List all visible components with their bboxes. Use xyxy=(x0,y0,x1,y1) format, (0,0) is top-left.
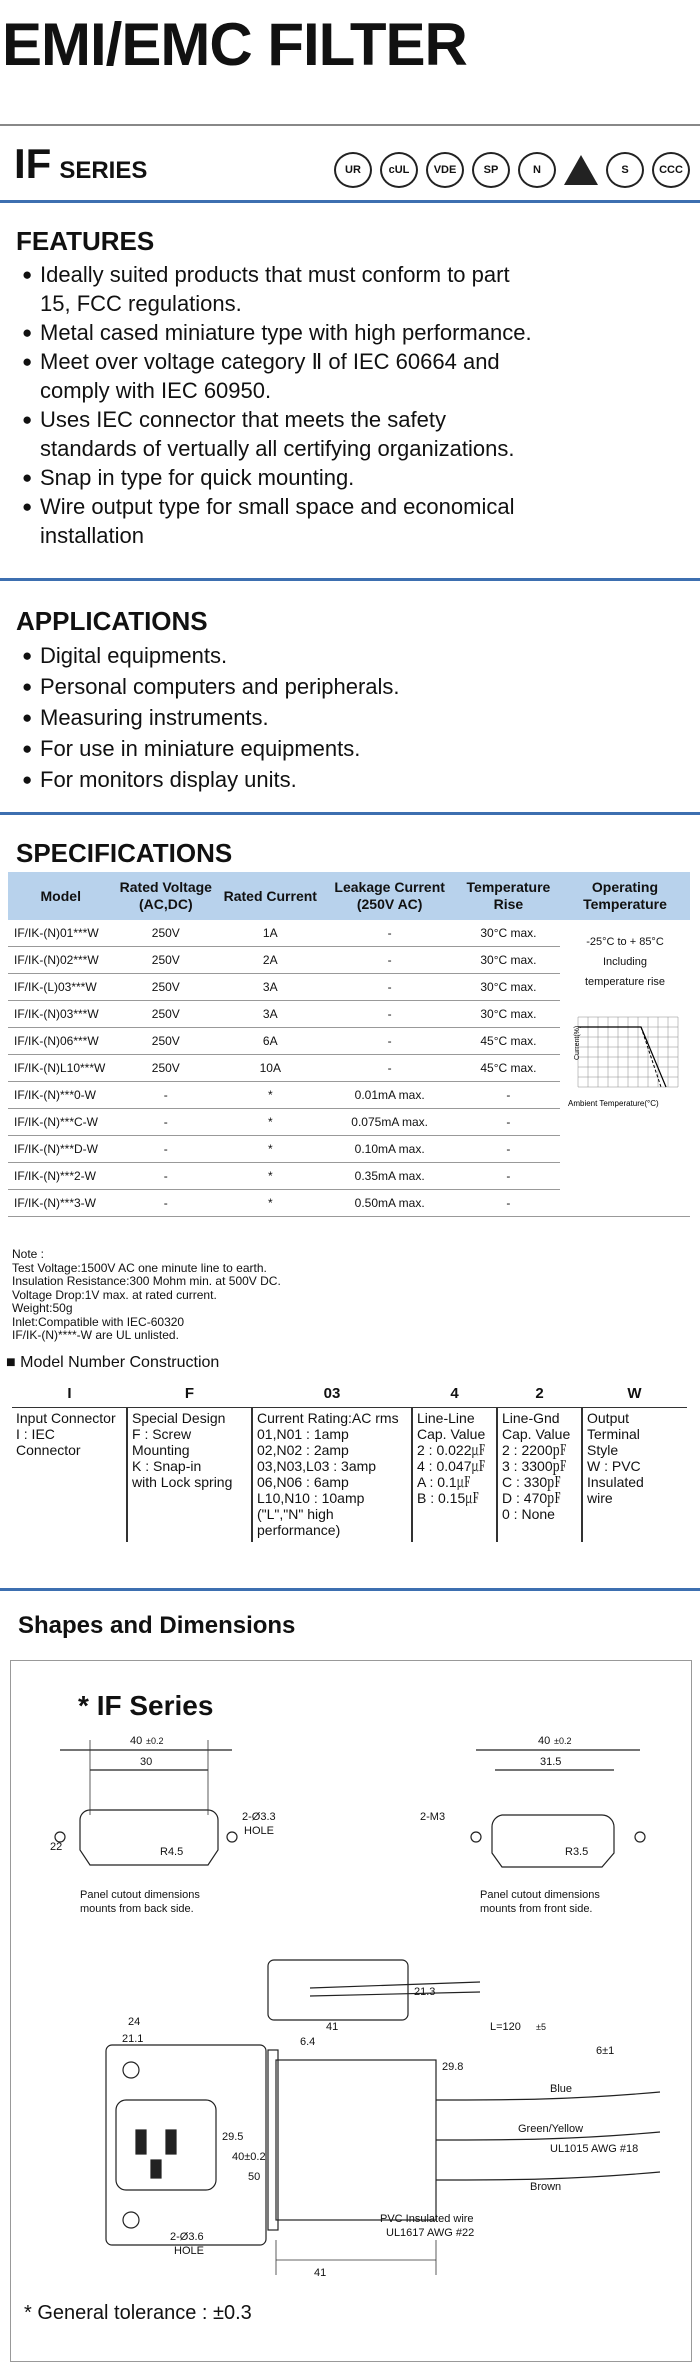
table-cell: IF/IK-(N)***2-W xyxy=(8,1163,114,1190)
table-cell: IF/IK-(N)***C-W xyxy=(8,1109,114,1136)
filter-side-body xyxy=(268,1960,408,2020)
specifications-table xyxy=(8,872,690,1217)
table-cell: 250V xyxy=(114,920,219,947)
chart-xlabel: Ambient Temperature(°C) xyxy=(567,1099,659,1108)
table-cell: 30°C max. xyxy=(457,974,560,1001)
cutout-caption: Panel cutout dimensions xyxy=(80,1889,200,1901)
list-item: ● For use in miniature equipments. xyxy=(22,733,400,764)
list-item: ● Wire output type for small space and economical installation xyxy=(22,492,542,550)
table-cell: IF/IK-(N)01***W xyxy=(8,920,114,947)
table-cell: - xyxy=(457,1136,560,1163)
table-cell: * xyxy=(218,1082,322,1109)
table-cell: IF/IK-(N)02***W xyxy=(8,947,114,974)
tuv-icon xyxy=(564,155,598,185)
dim-label: R3.5 xyxy=(565,1846,589,1858)
list-item: ● Personal computers and peripherals. xyxy=(22,671,400,702)
vde-icon: VDE xyxy=(426,152,464,188)
features-list xyxy=(22,260,542,550)
model-construction-grid xyxy=(12,1385,687,1542)
wire-label: UL1617 AWG #22 xyxy=(386,2227,475,2239)
csa-icon: SP xyxy=(472,152,510,188)
model-description: Output Terminal Style W : PVC Insulated wire xyxy=(582,1407,687,1542)
table-cell: 1A xyxy=(218,920,322,947)
semko-icon: S xyxy=(606,152,644,188)
page-title: EMI/EMC FILTER xyxy=(2,11,467,78)
dim-label: 2-Ø3.6 xyxy=(170,2231,204,2243)
filter-body xyxy=(276,2060,436,2220)
mount-hole xyxy=(123,2212,139,2228)
dim-tolerance: ±5 xyxy=(536,2022,546,2032)
dim-label: R4.5 xyxy=(160,1846,184,1858)
table-cell: 0.075mA max. xyxy=(322,1109,456,1136)
table-cell: - xyxy=(322,1001,456,1028)
table-cell: 2A xyxy=(218,947,322,974)
wire-label: Brown xyxy=(530,2181,562,2193)
cutout-caption: Panel cutout dimensions xyxy=(480,1889,600,1901)
column-header: Model xyxy=(8,872,114,920)
divider xyxy=(0,812,700,815)
dim-label: 50 xyxy=(248,2171,261,2183)
notes xyxy=(12,1248,281,1343)
list-item: ● Measuring instruments. xyxy=(22,702,400,733)
chart-ylabel: Current(%) xyxy=(573,1025,581,1060)
column-header: Operating Temperature xyxy=(560,872,690,920)
ccc-icon: CCC xyxy=(652,152,690,188)
table-cell: 10A xyxy=(218,1055,322,1082)
list-item: ● Ideally suited products that must conform to part 15, FCC regulations. xyxy=(22,260,542,318)
cutout-right-shape xyxy=(492,1815,614,1867)
table-cell: - xyxy=(114,1109,219,1136)
model-description: Line-Line Cap. Value 2 : 0.022㎌ 4 : 0.047㎌ A : 0.1㎌ B : 0.15㎌ xyxy=(412,1407,497,1542)
table-cell: * xyxy=(218,1136,322,1163)
dim-label: 31.5 xyxy=(540,1756,562,1768)
wire-label: Green/Yellow xyxy=(518,2123,584,2135)
table-cell: * xyxy=(218,1109,322,1136)
table-cell: - xyxy=(457,1190,560,1217)
table-cell: * xyxy=(218,1163,322,1190)
op-temp-line: -25°C to + 85°C xyxy=(586,936,664,948)
table-cell: - xyxy=(457,1109,560,1136)
table-cell: 0.10mA max. xyxy=(322,1136,456,1163)
model-letter: 4 xyxy=(450,1385,459,1402)
certification-marks xyxy=(334,152,690,188)
dim-label: 2-M3 xyxy=(420,1811,446,1823)
dim-label: HOLE xyxy=(244,1825,274,1837)
model-letter: I xyxy=(67,1385,72,1402)
table-cell: - xyxy=(322,920,456,947)
series-label-text: IF Series xyxy=(96,1690,214,1721)
note-line: IF/IK-(N)****-W are UL unlisted. xyxy=(12,1328,179,1342)
model-letter: 03 xyxy=(323,1385,341,1402)
model-description: Special Design F : Screw Mounting K : Snap-in with Lock spring xyxy=(127,1407,252,1542)
column-header: Rated Current xyxy=(218,872,322,920)
tolerance-text: General tolerance : ±0.3 xyxy=(37,2302,252,2324)
table-cell: IF/IK-(N)***0-W xyxy=(8,1082,114,1109)
model-column xyxy=(412,1385,497,1542)
wire-label: PVC Insulated wire xyxy=(380,2213,474,2225)
model-letter: 2 xyxy=(535,1385,544,1402)
list-item: ● Metal cased miniature type with high performance. xyxy=(22,318,542,347)
model-description: Current Rating:AC rms 01,N01 : 1amp 02,N02 : 2amp 03,N03,L03 : 3amp 06,N06 : 6amp L10,N10 : 10amp ("L","N" high performance) xyxy=(252,1407,412,1542)
wire-label: Blue xyxy=(550,2083,573,2095)
model-column xyxy=(252,1385,412,1542)
model-column xyxy=(497,1385,582,1542)
op-temp-line: Including xyxy=(602,956,647,968)
table-cell: - xyxy=(322,974,456,1001)
table-cell: - xyxy=(322,1028,456,1055)
dim-tolerance: ±0.2 xyxy=(146,1736,164,1746)
table-cell: 250V xyxy=(114,1028,219,1055)
screw-hole xyxy=(635,1832,645,1842)
cutout-caption: mounts from front side. xyxy=(480,1903,593,1915)
table-cell: - xyxy=(114,1136,219,1163)
note-line: Weight:50g xyxy=(12,1301,73,1315)
operating-temperature-cell xyxy=(560,920,690,1190)
divider xyxy=(0,578,700,581)
table-cell: 30°C max. xyxy=(457,947,560,974)
screw-hole xyxy=(471,1832,481,1842)
dim-label: 21.3 xyxy=(414,1986,436,1998)
dimension-drawing xyxy=(10,1720,690,2340)
list-item: ● Uses IEC connector that meets the safety standards of vertually all certifying organizations. xyxy=(22,405,542,463)
filter-front-flange xyxy=(106,2045,266,2245)
model-description: Line-Gnd Cap. Value 2 : 2200㎊ 3 : 3300㎊ C : 330㎊ D : 470㎊ 0 : None xyxy=(497,1407,582,1542)
series-label: * IF Series xyxy=(78,1690,214,1721)
dim-label: L=120 xyxy=(490,2021,521,2033)
model-construction-title-text: Model Number Construction xyxy=(20,1354,220,1371)
series-suffix: SERIES xyxy=(59,157,148,184)
nemko-icon: N xyxy=(518,152,556,188)
dim-label: 41 xyxy=(326,2021,339,2033)
table-cell: - xyxy=(457,1082,560,1109)
list-item: ● Meet over voltage category Ⅱ of IEC 60664 and comply with IEC 60950. xyxy=(22,347,542,405)
dim-label: 24 xyxy=(128,2016,141,2028)
table-cell: 30°C max. xyxy=(457,1001,560,1028)
model-letter: F xyxy=(184,1385,195,1402)
table-cell: IF/IK-(N)***3-W xyxy=(8,1190,114,1217)
op-temp-line: temperature rise xyxy=(584,976,666,988)
note-line: Test Voltage:1500V AC one minute line to earth. xyxy=(12,1260,267,1275)
dim-label: 40±0.2 xyxy=(232,2151,266,2163)
table-cell: - xyxy=(322,1055,456,1082)
mount-hole xyxy=(227,1832,237,1842)
table-cell: IF/IK-(N)06***W xyxy=(8,1028,114,1055)
table-cell: 0.01mA max. xyxy=(322,1082,456,1109)
table-cell: 250V xyxy=(114,974,219,1001)
table-cell: IF/IK-(N)L10***W xyxy=(8,1055,114,1082)
table-cell: - xyxy=(114,1190,219,1217)
dim-label: 22 xyxy=(50,1841,63,1853)
cul-icon: cUL xyxy=(380,152,418,188)
table-cell: IF/IK-(N)03***W xyxy=(8,1001,114,1028)
features-heading: FEATURES xyxy=(16,226,155,256)
column-header: Temperature Rise xyxy=(457,872,560,920)
divider xyxy=(0,1588,700,1591)
model-description: Input Connector I : IEC Connector xyxy=(12,1407,127,1542)
table-header-row xyxy=(8,872,690,920)
dim-label: 29.8 xyxy=(442,2061,464,2073)
mount-hole xyxy=(123,2062,139,2078)
applications-list xyxy=(22,640,400,795)
table-cell xyxy=(560,1190,690,1217)
list-item: ● Snap in type for quick mounting. xyxy=(22,463,542,492)
table-cell: * xyxy=(218,1190,322,1217)
table-cell: 45°C max. xyxy=(457,1055,560,1082)
dim-label: 29.5 xyxy=(222,2131,244,2143)
note-line: Inlet:Compatible with IEC-60320 xyxy=(12,1314,185,1329)
dim-label: 6±1 xyxy=(596,2045,615,2057)
list-item: ● Digital equipments. xyxy=(22,640,400,671)
cutout-left-shape xyxy=(80,1810,218,1865)
table-cell: 250V xyxy=(114,1001,219,1028)
table-cell: IF/IK-(N)***D-W xyxy=(8,1136,114,1163)
table-cell: 6A xyxy=(218,1028,322,1055)
table-cell: 250V xyxy=(114,947,219,974)
table-cell: 250V xyxy=(114,1055,219,1082)
dim-label: 2-Ø3.3 xyxy=(242,1811,276,1823)
list-item: ● For monitors display units. xyxy=(22,764,400,795)
model-column xyxy=(127,1385,252,1542)
table-cell: - xyxy=(114,1163,219,1190)
dim-label: HOLE xyxy=(174,2245,204,2257)
model-column xyxy=(12,1385,127,1542)
table-row xyxy=(8,920,690,947)
model-column xyxy=(582,1385,687,1542)
table-cell: 3A xyxy=(218,974,322,1001)
table-cell: 30°C max. xyxy=(457,920,560,947)
model-letter: W xyxy=(627,1385,642,1402)
dim-label: 21.1 xyxy=(122,2033,144,2045)
dim-label: 30 xyxy=(140,1756,153,1768)
divider xyxy=(0,124,700,126)
series-name: IF xyxy=(14,140,52,187)
ul-recognized-icon: UR xyxy=(334,152,372,188)
table-cell: 45°C max. xyxy=(457,1028,560,1055)
dim-label: 6.4 xyxy=(300,2036,316,2048)
dimensions-heading: Shapes and Dimensions xyxy=(18,1612,296,1639)
model-construction-title: ■ Model Number Construction xyxy=(6,1354,220,1371)
table-cell: - xyxy=(114,1082,219,1109)
table-cell: 0.50mA max. xyxy=(322,1190,456,1217)
table-cell: IF/IK-(L)03***W xyxy=(8,974,114,1001)
tolerance-note: * General tolerance : ±0.3 xyxy=(24,2302,252,2324)
table-row xyxy=(8,1190,690,1217)
table-cell: 3A xyxy=(218,1001,322,1028)
dim-label: 40 xyxy=(538,1735,551,1747)
wire-label: UL1015 AWG #18 xyxy=(550,2143,639,2155)
note-line: Note : xyxy=(12,1247,45,1261)
cutout-caption: mounts from back side. xyxy=(80,1903,194,1915)
dim-tolerance: ±0.2 xyxy=(554,1736,572,1746)
table-cell: - xyxy=(457,1163,560,1190)
series-header xyxy=(14,140,147,188)
specifications-heading: SPECIFICATIONS xyxy=(16,838,233,868)
dim-label: 41 xyxy=(314,2267,327,2279)
applications-heading: APPLICATIONS xyxy=(16,606,208,636)
table-cell: 0.35mA max. xyxy=(322,1163,456,1190)
column-header: Leakage Current (250V AC) xyxy=(322,872,456,920)
divider xyxy=(0,200,700,203)
derating-chart xyxy=(566,1012,684,1112)
dim-label: 40 xyxy=(130,1735,143,1747)
note-line: Insulation Resistance:300 Mohm min. at 500V DC. xyxy=(12,1274,281,1288)
note-line: Voltage Drop:1V max. at rated current. xyxy=(12,1287,217,1302)
table-cell: - xyxy=(322,947,456,974)
column-header: Rated Voltage (AC,DC) xyxy=(114,872,219,920)
